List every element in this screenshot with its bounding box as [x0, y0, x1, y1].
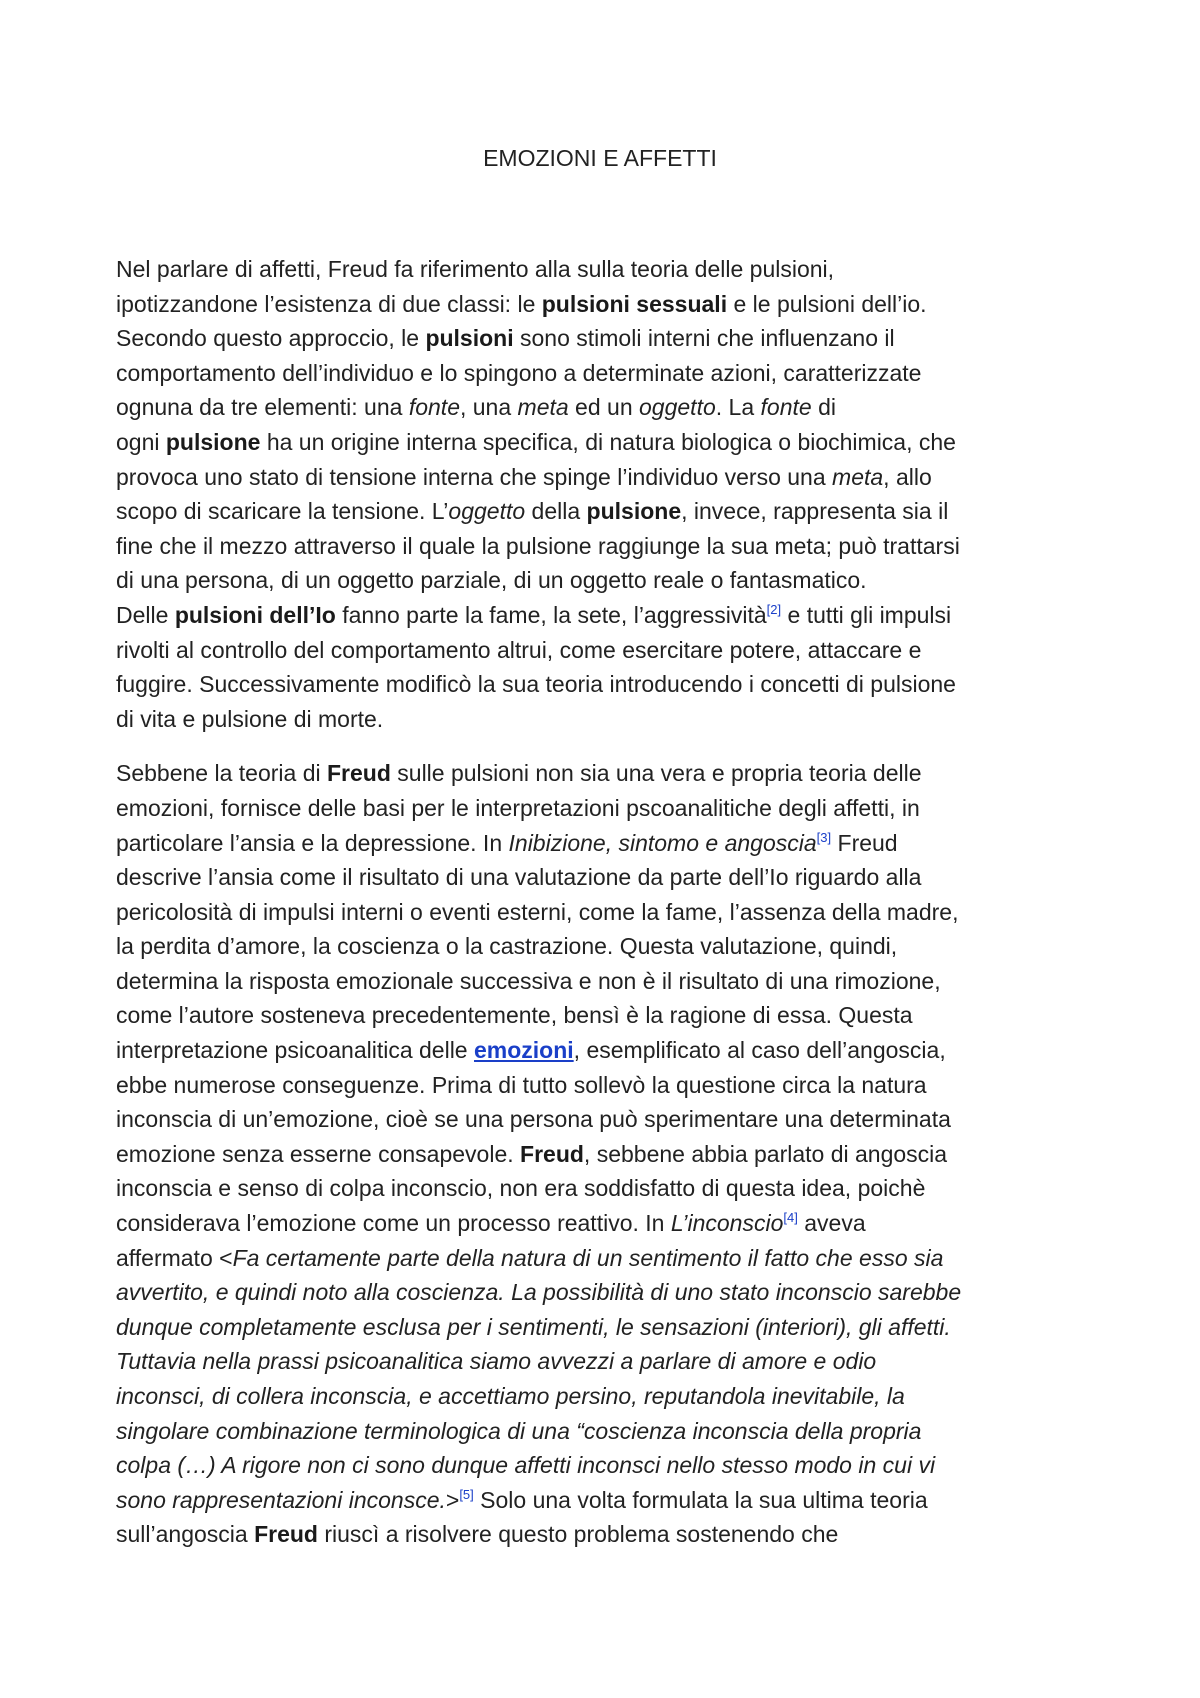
- text-line: [116, 826, 1088, 861]
- text-run: e le pulsioni dell’io.: [727, 290, 927, 317]
- text-line: [116, 1414, 1088, 1449]
- text-line: [116, 667, 1088, 702]
- bold-term: pulsioni: [425, 325, 514, 352]
- bold-term: pulsione: [586, 498, 682, 525]
- text-line: [116, 1137, 1088, 1172]
- text-line: [116, 998, 1088, 1033]
- text-line: [116, 1517, 1088, 1552]
- text-line: [116, 1483, 1088, 1518]
- text-line: [116, 494, 1088, 529]
- text-run: Sebbene la teoria di: [116, 760, 327, 787]
- italic-term: meta: [517, 394, 569, 421]
- text-run: scopo di scaricare la tensione. L’: [116, 498, 449, 525]
- text-line: [116, 1448, 1088, 1483]
- text-run: aveva: [797, 1210, 866, 1237]
- text-line: [116, 791, 1088, 826]
- text-run: descrive l’ansia come il risultato di una valutazione da parte dell’Io riguardo alla: [116, 864, 922, 891]
- text-run: emozione senza esserne consapevole.: [116, 1140, 521, 1167]
- text-run: di: [811, 394, 836, 421]
- text-run: ed un: [568, 394, 640, 421]
- text-run: della: [525, 498, 587, 525]
- text-run: pericolosità di impulsi interni o eventi esterni, come la fame, l’assenza della madre,: [116, 898, 959, 925]
- text-line: [116, 633, 1088, 668]
- text-line: [116, 1241, 1088, 1276]
- bold-term: pulsioni dell’Io: [174, 601, 336, 628]
- quote-text: singolare combinazione terminologica di una “coscienza inconscia della propria: [116, 1417, 922, 1444]
- italic-term: meta: [832, 463, 884, 490]
- text-line: [116, 1068, 1088, 1103]
- text-run: affermato <: [116, 1244, 233, 1271]
- text-run: sull’angoscia: [116, 1521, 255, 1548]
- text-run: determina la risposta emozionale successiva e non è il risultato di una rimozione,: [116, 967, 941, 994]
- text-run: sono stimoli interni che influenzano il: [513, 325, 895, 352]
- text-line: [116, 1344, 1088, 1379]
- paragraph-1: [116, 252, 1088, 736]
- text-run: Secondo questo approccio, le: [116, 325, 426, 352]
- text-line: [116, 895, 1088, 930]
- text-line: [116, 1310, 1088, 1345]
- text-line: [116, 1171, 1088, 1206]
- text-line: [116, 1102, 1088, 1137]
- text-run: ebbe numerose conseguenze. Prima di tutto sollevò la questione circa la natura: [116, 1071, 927, 1098]
- quote-text: inconsci, di collera inconscia, e accettiamo persino, reputandola inevitabile, la: [116, 1383, 905, 1409]
- text-run: , una: [459, 394, 518, 421]
- italic-term: fonte: [760, 394, 812, 421]
- text-run: ha un origine interna specifica, di natura biologica o biochimica, che: [260, 428, 956, 455]
- text-run: Solo una volta formulata la sua ultima teoria: [473, 1486, 928, 1513]
- text-run: , invece, rappresenta sia il: [681, 498, 949, 525]
- text-run: particolare l’ansia e la depressione. In: [116, 829, 509, 856]
- text-run: ogni: [116, 428, 166, 455]
- text-line: [116, 321, 1088, 356]
- text-run: fine che il mezzo attraverso il quale la pulsione raggiunge la sua meta; può trattarsi: [116, 532, 960, 559]
- text-run: comportamento dell’individuo e lo spingono a determinate azioni, caratterizzate: [116, 359, 922, 386]
- text-run: sulle pulsioni non sia una vera e propria teoria delle: [390, 760, 922, 787]
- footnote-ref-3[interactable]: [3]: [816, 829, 832, 845]
- text-run: ipotizzandone l’esistenza di due classi: le: [116, 290, 542, 317]
- quote-text: sono rappresentazioni inconsce.: [116, 1486, 446, 1513]
- text-run: considerava l’emozione come un processo reattivo. In: [116, 1210, 671, 1237]
- text-line: [116, 287, 1088, 322]
- text-line: [116, 390, 1088, 425]
- text-line: [116, 1379, 1088, 1414]
- text-line: [116, 756, 1088, 791]
- bold-term: Freud: [254, 1521, 318, 1548]
- quote-text: Tuttavia nella prassi psicoanalitica siamo avvezzi a parlare di amore e odio: [116, 1348, 877, 1375]
- text-line: [116, 929, 1088, 964]
- text-run: la perdita d’amore, la coscienza o la castrazione. Questa valutazione, quindi,: [116, 933, 898, 960]
- text-run: emozioni, fornisce delle basi per le interpretazioni pscoanalitiche degli affetti, in: [116, 794, 920, 821]
- text-run: inconscia e senso di colpa inconscio, non era soddisfatto di questa idea, poichè: [116, 1175, 926, 1202]
- text-run: Delle: [116, 601, 175, 628]
- document-body: [116, 252, 1088, 1552]
- text-run: inconscia di un’emozione, cioè se una persona può sperimentare una determinata: [116, 1106, 951, 1133]
- text-line: [116, 425, 1088, 460]
- quote-text: Fa certamente parte della natura di un sentimento il fatto che esso sia: [232, 1244, 944, 1271]
- text-run: come l’autore sosteneva precedentemente, bensì è la ragione di essa. Questa: [116, 1002, 913, 1029]
- footnote-ref-2[interactable]: [2]: [766, 601, 782, 617]
- text-run: >: [445, 1486, 460, 1513]
- text-run: , esemplificato al caso dell’angoscia,: [573, 1037, 946, 1064]
- document-title: EMOZIONI E AFFETTI: [483, 145, 717, 171]
- text-line: [116, 563, 1088, 598]
- text-run: di vita e pulsione di morte.: [116, 705, 384, 732]
- text-line: [116, 1206, 1088, 1241]
- text-run: e tutti gli impulsi: [781, 601, 952, 628]
- text-run: rivolti al controllo del comportamento altrui, come esercitare potere, attaccare e: [116, 636, 922, 663]
- quote-text: avvertito, e quindi noto alla coscienza. La possibilità di uno stato inconscio sarebbe: [116, 1279, 962, 1306]
- text-line: [116, 1275, 1088, 1310]
- paragraph-2: [116, 756, 1088, 1552]
- text-line: [116, 252, 1088, 287]
- italic-term: oggetto: [639, 394, 716, 421]
- bold-term: pulsioni sessuali: [541, 290, 728, 317]
- paragraph-gap: [116, 736, 1088, 756]
- emozioni-link[interactable]: emozioni: [474, 1037, 574, 1064]
- text-run: , allo: [883, 463, 932, 490]
- text-run: interpretazione psicoanalitica delle: [116, 1037, 474, 1064]
- text-run: . La: [715, 394, 761, 421]
- text-run: Freud: [831, 829, 898, 856]
- text-line: [116, 1033, 1088, 1068]
- italic-term: fonte: [408, 394, 460, 421]
- text-line: [116, 702, 1088, 737]
- italic-term: Inibizione, sintomo e angoscia: [508, 829, 817, 856]
- quote-text: colpa (…) A rigore non ci sono dunque affetti inconsci nello stesso modo in cui vi: [116, 1452, 936, 1479]
- italic-term: L’inconscio: [670, 1210, 784, 1237]
- bold-term: Freud: [520, 1140, 584, 1167]
- text-line: [116, 598, 1088, 633]
- text-run: di una persona, di un oggetto parziale, di un oggetto reale o fantasmatico.: [116, 567, 867, 594]
- text-line: [116, 964, 1088, 999]
- text-run: Nel parlare di affetti, Freud fa riferimento alla sulla teoria delle pulsioni,: [116, 256, 835, 282]
- text-run: provoca uno stato di tensione interna che spinge l’individuo verso una: [116, 463, 833, 490]
- text-line: [116, 460, 1088, 495]
- text-run: ognuna da tre elementi: una: [116, 394, 409, 421]
- text-line: [116, 356, 1088, 391]
- italic-term: oggetto: [448, 498, 526, 525]
- bold-term: Freud: [327, 760, 391, 787]
- bold-term: pulsione: [165, 428, 261, 455]
- text-run: fuggire. Successivamente modificò la sua teoria introducendo i concetti di pulsione: [116, 671, 956, 698]
- text-run: , sebbene abbia parlato di angoscia: [583, 1140, 948, 1167]
- text-line: [116, 529, 1088, 564]
- footnote-ref-5[interactable]: [5]: [459, 1486, 474, 1502]
- text-run: fanno parte la fame, la sete, l’aggressività: [335, 601, 767, 628]
- footnote-ref-4[interactable]: [4]: [783, 1210, 798, 1226]
- text-line: [116, 860, 1088, 895]
- text-run: riuscì a risolvere questo problema sostenendo che: [317, 1521, 839, 1548]
- quote-text: dunque completamente esclusa per i sentimenti, le sensazioni (interiori), gli affetti.: [116, 1313, 951, 1340]
